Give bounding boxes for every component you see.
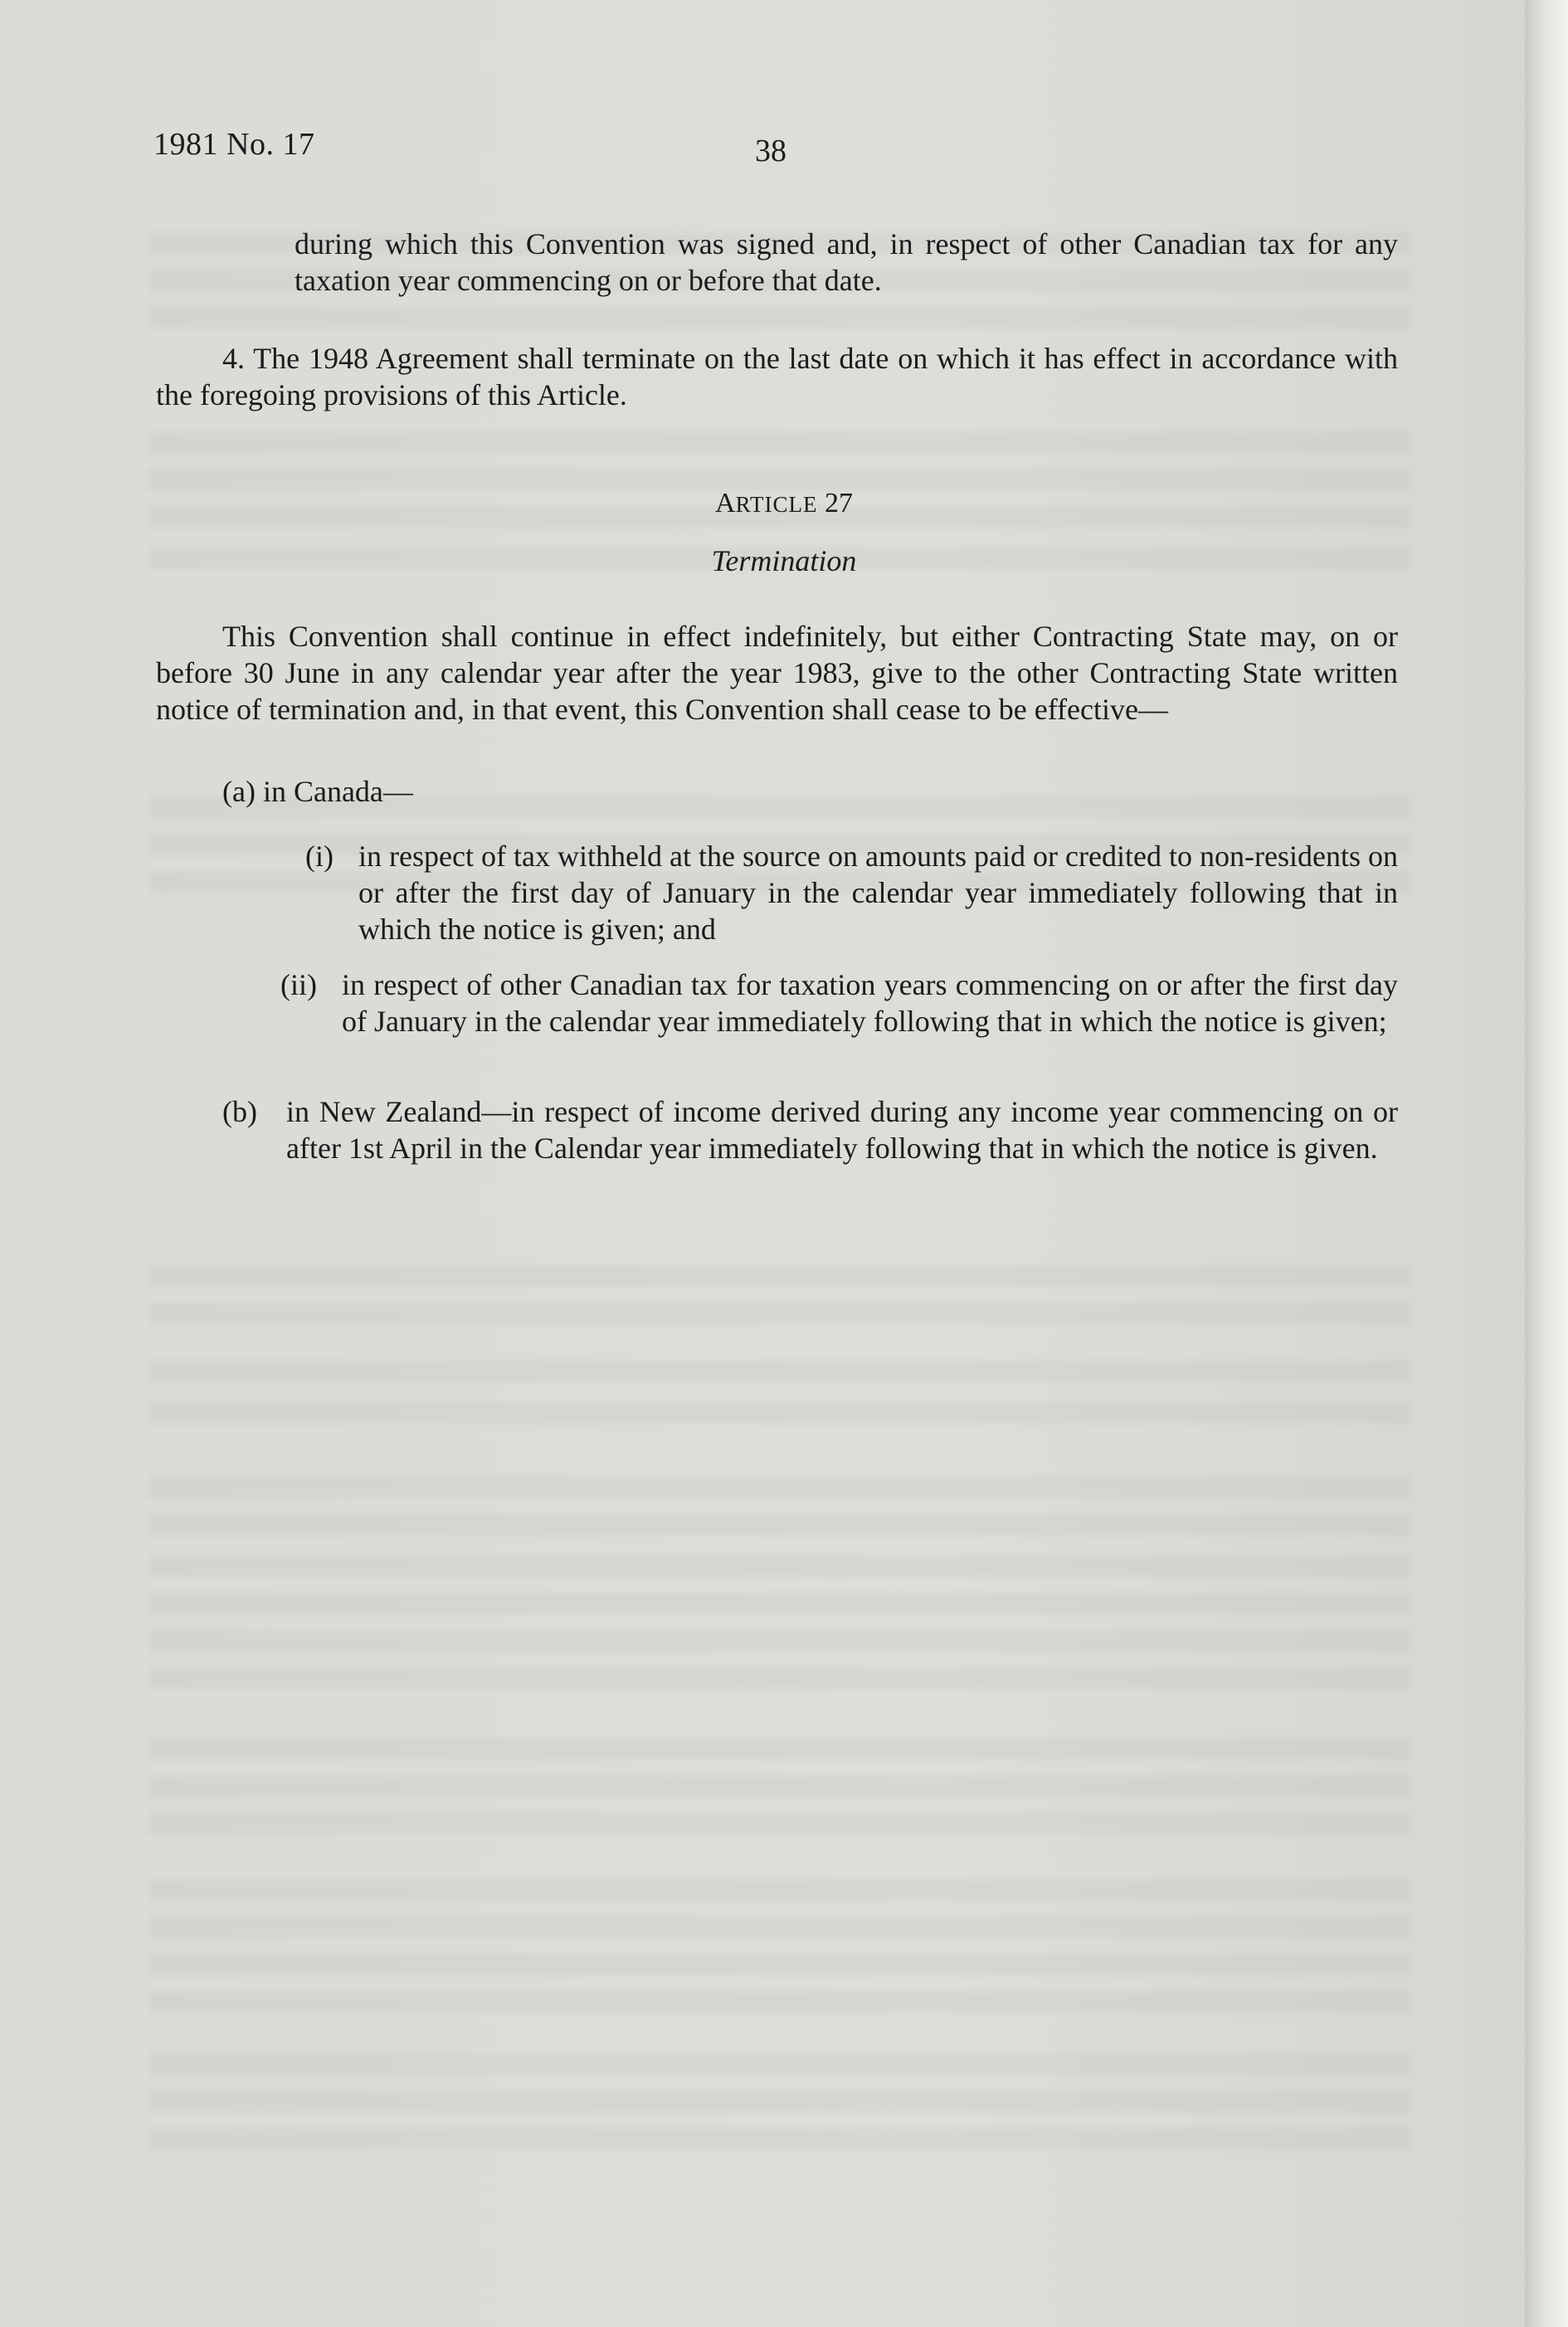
bleed-through-line <box>149 1555 1410 1577</box>
bleed-through-line <box>149 1265 1410 1287</box>
bleed-through-line <box>149 1593 1410 1614</box>
bleed-through-line <box>149 1630 1410 1652</box>
page-number: 38 <box>755 134 786 168</box>
paragraph-4: 4. The 1948 Agreement shall terminate on the last date on which it has effect in accordance with the foregoing provisions of this Article. <box>156 342 1398 411</box>
article-label-rest: RTICLE <box>735 492 818 517</box>
clause-a: (a) in Canada— <box>222 775 413 808</box>
clause-a-i-marker: (i) <box>305 840 334 873</box>
article-heading <box>0 488 1568 519</box>
termination-intro: This Convention shall continue in effect indefinitely, but either Contracting State may, on or before 30 June in any calendar year after the year 1983, give to the other Contracting State written notice of termination and, in that event, this Convention shall cease to be effective— <box>156 620 1398 726</box>
continued-paragraph: during which this Convention was signed and, in respect of other Canadian tax for any taxation year commencing on or before that date. <box>295 227 1398 297</box>
act-reference: 1981 No. 17 <box>153 127 315 162</box>
bleed-through-line <box>149 307 1410 329</box>
article-title: Termination <box>711 544 857 577</box>
bleed-through-line <box>149 1302 1410 1324</box>
bleed-through-line <box>149 1477 1410 1498</box>
bleed-through-line <box>149 1916 1410 1938</box>
page-edge <box>1525 0 1568 2327</box>
bleed-through-line <box>149 1954 1410 1975</box>
bleed-through-line <box>149 1775 1410 1797</box>
clause-a-ii: in respect of other Canadian tax for taxation years commencing on or after the first day of January in the calendar year immediately following that in which the notice is given; <box>342 968 1398 1038</box>
clause-a-ii-marker: (ii) <box>280 968 317 1001</box>
bleed-through-line <box>149 2128 1410 2149</box>
bleed-through-line <box>149 1402 1410 1424</box>
bleed-through-line <box>149 1813 1410 1834</box>
article-number: 27 <box>824 488 853 518</box>
bleed-through-line <box>149 1991 1410 2013</box>
bleed-through-line <box>149 1879 1410 1901</box>
clause-b-marker: (b) <box>222 1095 257 1128</box>
bleed-through-line <box>149 1738 1410 1760</box>
article-label-initial: A <box>715 488 736 518</box>
clause-b: in New Zealand—in respect of income derived during any income year commencing on or after 1st April in the Calendar year immediately following that in which the notice is given. <box>286 1095 1398 1165</box>
bleed-through-line <box>149 1361 1410 1382</box>
bleed-through-line <box>149 431 1410 453</box>
bleed-through-line <box>149 2053 1410 2075</box>
bleed-through-line <box>149 1514 1410 1536</box>
bleed-through-line <box>149 2091 1410 2112</box>
bleed-through-line <box>149 1667 1410 1689</box>
clause-a-i: in respect of tax withheld at the source on amounts paid or credited to non-residents on or after the first day of January in the calendar year immediately following that in which the notice is given; and <box>358 840 1398 946</box>
